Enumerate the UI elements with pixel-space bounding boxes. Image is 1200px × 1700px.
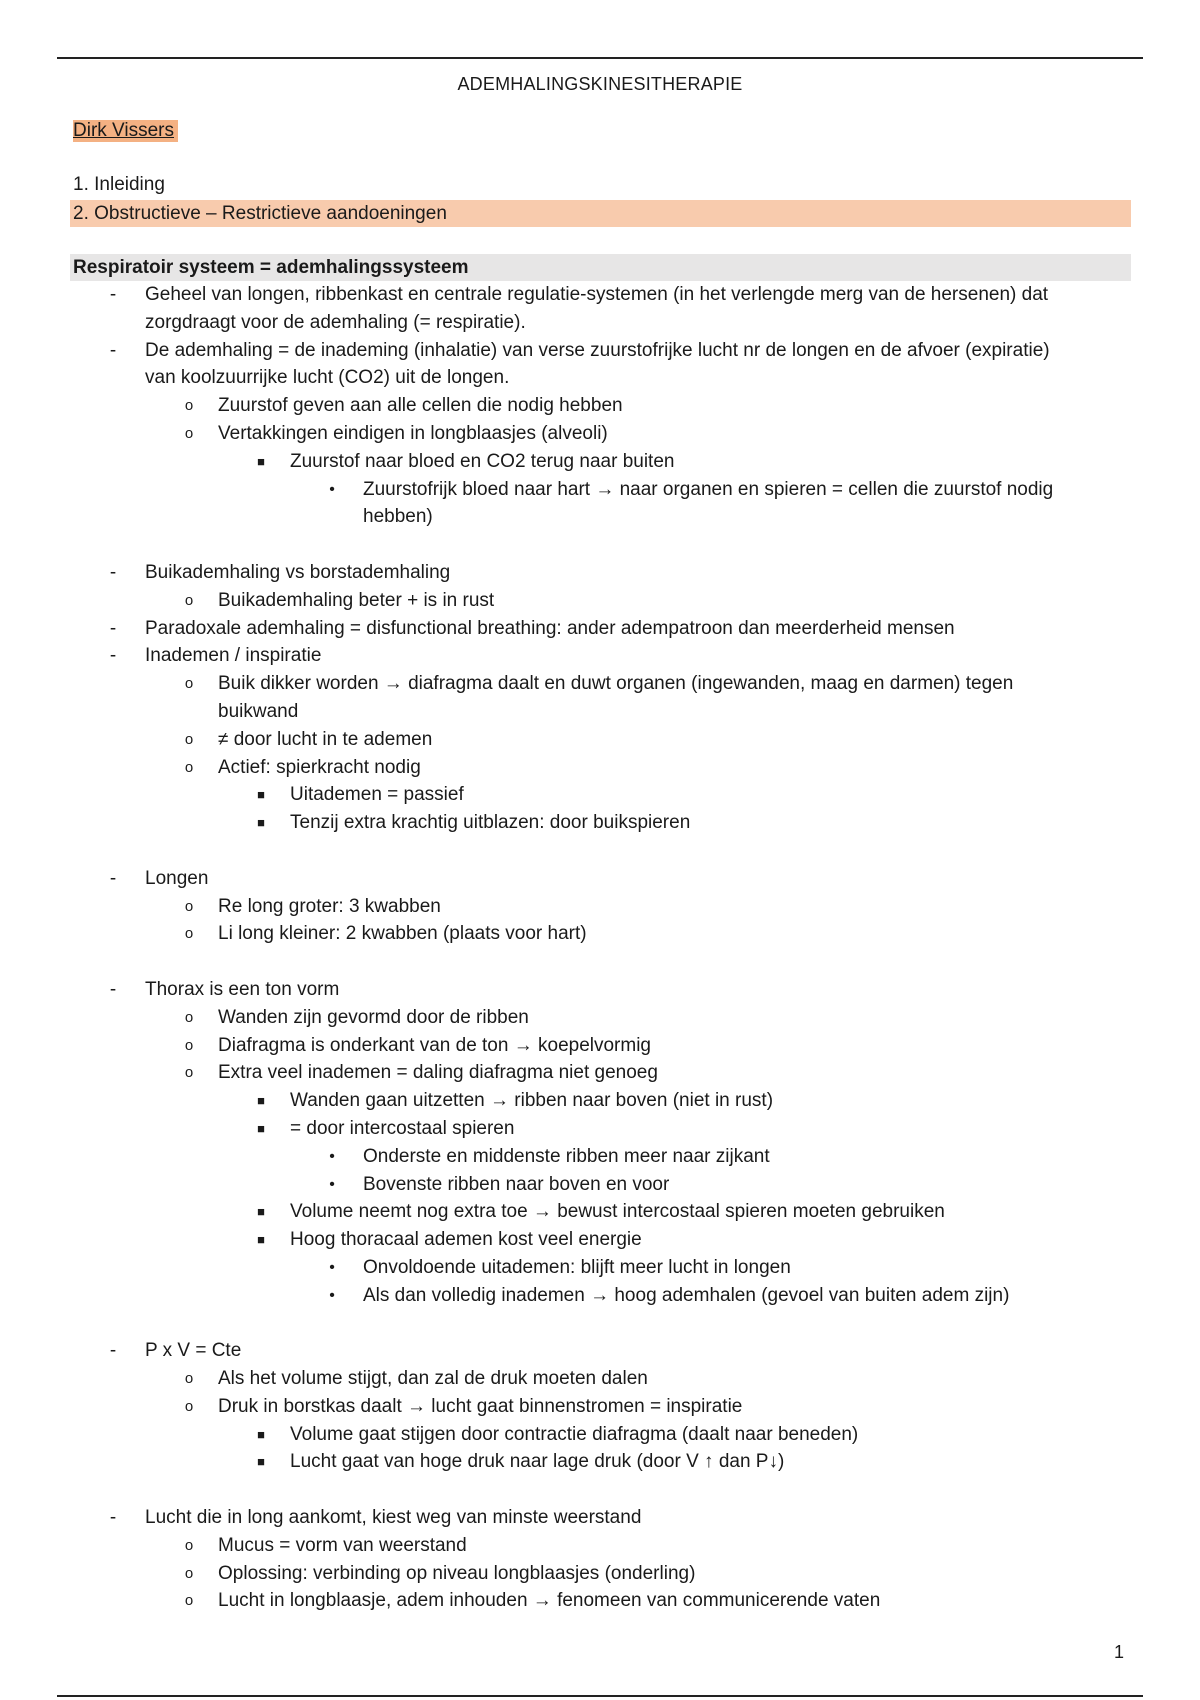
bullet-marker: - [109, 1340, 117, 1362]
list-item-text: Li long kleiner: 2 kwabben (plaats voor hart) [218, 923, 587, 945]
list-item-text: buikwand [218, 700, 299, 722]
list-item [0, 1032, 1200, 1060]
list-item [0, 1226, 1200, 1254]
list-item-text: Diafragma is onderkant van de ton → koepelvormig [218, 1034, 652, 1056]
bullet-marker: o [184, 1536, 194, 1554]
list-item-text: Als het volume stijgt, dan zal de druk moeten dalen [218, 1368, 648, 1390]
bullet-marker: o [184, 925, 194, 943]
list-item [0, 1087, 1200, 1115]
list-item-text: Thorax is een ton vorm [145, 978, 340, 1000]
list-item [0, 781, 1200, 809]
bullet-marker: ■ [257, 1232, 265, 1248]
bullet-marker: o [184, 1397, 194, 1415]
list-item-text: Lucht die in long aankomt, kiest weg van minste weerstand [145, 1507, 642, 1529]
list-item [0, 503, 1200, 531]
list-item-text: Wanden gaan uitzetten → ribben naar boven (niet in rust) [290, 1090, 774, 1112]
bullet-marker: o [184, 1564, 194, 1582]
list-item-text: Onderste en middenste ribben meer naar zijkant [363, 1145, 770, 1167]
list-item-text: van koolzuurrijke lucht (CO2) uit de longen. [145, 367, 510, 389]
list-item-text: Paradoxale ademhaling = disfunctional breathing: ander adempatroon dan meerderheid mensen [145, 617, 955, 639]
bullet-marker: - [109, 617, 117, 639]
list-item-text: Tenzij extra krachtig uitblazen: door buikspieren [290, 812, 691, 834]
bullet-marker: o [184, 897, 194, 915]
bullet-marker: - [109, 339, 117, 361]
bullet-marker: - [109, 978, 117, 1000]
bullet-marker: o [184, 1064, 194, 1082]
list-item [0, 1254, 1200, 1282]
list-item-text: De ademhaling = de inademing (inhalatie) van verse zuurstofrijke lucht nr de longen en de afvoer (expiratie) [145, 339, 1050, 361]
list-item-text: Mucus = vorm van weerstand [218, 1534, 467, 1556]
bullet-marker: • [329, 1147, 335, 1165]
bullet-marker: ■ [257, 787, 265, 803]
list-item [0, 1198, 1200, 1226]
list-item [0, 615, 1200, 643]
section-heading: Respiratoir systeem = ademhalingssysteem [70, 254, 1131, 281]
blank-line [0, 837, 1200, 865]
list-item [0, 448, 1200, 476]
author-name: Dirk Vissers [73, 120, 178, 142]
bullet-marker: • [329, 1286, 335, 1304]
bullet-marker: o [184, 1592, 194, 1610]
list-item-text: Hoog thoracaal ademen kost veel energie [290, 1229, 642, 1251]
list-item-text: ≠ door lucht in te ademen [218, 728, 433, 750]
bullet-marker: - [109, 1507, 117, 1529]
list-item [0, 420, 1200, 448]
list-item-text: Re long groter: 3 kwabben [218, 895, 441, 917]
bullet-marker: • [329, 1258, 335, 1276]
document-title: ADEMHALINGSKINESITHERAPIE [457, 74, 743, 94]
list-item-text: Volume gaat stijgen door contractie diafragma (daalt naar beneden) [290, 1423, 859, 1445]
list-item [0, 476, 1200, 504]
bullet-marker: - [109, 867, 117, 889]
list-item-text: Vertakkingen eindigen in longblaasjes (alveoli) [218, 422, 608, 444]
bullet-marker: o [184, 591, 194, 609]
list-item [0, 281, 1200, 309]
list-item-text: Buik dikker worden → diafragma daalt en duwt organen (ingewanden, maag en darmen) tegen [218, 673, 1014, 695]
header-rule [57, 57, 1143, 59]
bullet-marker: ■ [257, 1454, 265, 1470]
list-item-text: Geheel van longen, ribbenkast en centrale regulatie-systemen (in het verlengde merg van de hersenen) dat [145, 284, 1049, 305]
list-item [0, 1337, 1200, 1365]
bullet-marker: o [184, 730, 194, 748]
list-item [0, 364, 1200, 392]
list-item-text: hebben) [363, 506, 433, 528]
list-item-text: zorgdraagt voor de ademhaling (= respiratie). [145, 311, 526, 333]
bullet-marker: ■ [257, 1120, 265, 1136]
list-item-text: Lucht gaat van hoge druk naar lage druk (door V ↑ dan P↓) [290, 1451, 785, 1473]
list-item-text: Druk in borstkas daalt → lucht gaat binnenstromen = inspiratie [218, 1395, 743, 1417]
list-item [0, 1115, 1200, 1143]
list-item-text: Wanden zijn gevormd door de ribben [218, 1006, 529, 1028]
list-item [0, 1143, 1200, 1171]
list-item [0, 559, 1200, 587]
list-item [0, 1059, 1200, 1087]
blank-line [0, 1309, 1200, 1337]
list-item-text: Volume neemt nog extra toe → bewust intercostaal spieren moeten gebruiken [290, 1201, 945, 1223]
bullet-marker: ■ [257, 1426, 265, 1442]
list-item-text: Buikademhaling beter + is in rust [218, 589, 495, 611]
list-item-text: Bovenste ribben naar boven en voor [363, 1173, 670, 1195]
bullet-marker: ■ [257, 453, 265, 469]
list-item [0, 1504, 1200, 1532]
list-item [0, 670, 1200, 698]
list-item [0, 754, 1200, 782]
list-item [0, 587, 1200, 615]
bullet-marker: ■ [257, 815, 265, 831]
list-item-text: Lucht in longblaasje, adem inhouden → fenomeen van communicerende vaten [218, 1590, 881, 1612]
bullet-marker: • [329, 1175, 335, 1193]
toc-item-obstructieve: 2. Obstructieve – Restrictieve aandoeningen [70, 200, 1131, 227]
list-item [0, 893, 1200, 921]
blank-line [0, 948, 1200, 976]
list-item [0, 1171, 1200, 1199]
list-item [0, 1004, 1200, 1032]
bullet-marker: o [184, 1036, 194, 1054]
document-body [0, 281, 1200, 1615]
bullet-marker: • [329, 480, 335, 498]
page-number: 1 [1114, 1642, 1125, 1662]
list-item [0, 1532, 1200, 1560]
list-item-text: Onvoldoende uitademen: blijft meer lucht in longen [363, 1256, 791, 1278]
list-item [0, 1393, 1200, 1421]
list-item-text: Oplossing: verbinding op niveau longblaasjes (onderling) [218, 1562, 696, 1584]
bullet-marker: - [109, 284, 117, 305]
list-item [0, 920, 1200, 948]
bullet-marker: o [184, 1370, 194, 1388]
list-item [0, 337, 1200, 365]
list-item-text: P x V = Cte [145, 1340, 242, 1362]
list-item-text: Longen [145, 867, 209, 889]
list-item [0, 1421, 1200, 1449]
footer-rule [57, 1695, 1143, 1697]
list-item-text: Actief: spierkracht nodig [218, 756, 421, 778]
bullet-marker: o [184, 675, 194, 693]
list-item [0, 809, 1200, 837]
list-item [0, 1365, 1200, 1393]
list-item [0, 1282, 1200, 1310]
list-item-text: Als dan volledig inademen → hoog ademhalen (gevoel van buiten adem zijn) [363, 1284, 1010, 1306]
bullet-marker: o [184, 1008, 194, 1026]
list-item-text: Uitademen = passief [290, 784, 464, 806]
list-item [0, 698, 1200, 726]
bullet-marker: - [109, 561, 117, 583]
list-item [0, 865, 1200, 893]
list-item [0, 642, 1200, 670]
list-item [0, 1448, 1200, 1476]
toc-item-inleiding: 1. Inleiding [73, 174, 165, 195]
list-item-text: Zuurstofrijk bloed naar hart → naar organen en spieren = cellen die zuurstof nodig [363, 478, 1054, 500]
bullet-marker: o [184, 758, 194, 776]
blank-line [0, 1476, 1200, 1504]
list-item [0, 1587, 1200, 1615]
list-item-text: Zuurstof geven aan alle cellen die nodig hebben [218, 395, 623, 417]
list-item [0, 392, 1200, 420]
list-item [0, 726, 1200, 754]
bullet-marker: o [184, 424, 194, 442]
list-item-text: Buikademhaling vs borstademhaling [145, 561, 451, 583]
list-item-text: Zuurstof naar bloed en CO2 terug naar buiten [290, 450, 675, 472]
bullet-marker: ■ [257, 1204, 265, 1220]
bullet-marker: o [184, 397, 194, 415]
bullet-marker: - [109, 645, 117, 667]
bullet-marker: ■ [257, 1093, 265, 1109]
list-item [0, 1560, 1200, 1588]
list-item-text: Extra veel inademen = daling diafragma niet genoeg [218, 1062, 658, 1084]
blank-line [0, 531, 1200, 559]
list-item [0, 309, 1200, 337]
list-item [0, 976, 1200, 1004]
list-item-text: Inademen / inspiratie [145, 645, 322, 667]
list-item-text: = door intercostaal spieren [290, 1117, 515, 1139]
